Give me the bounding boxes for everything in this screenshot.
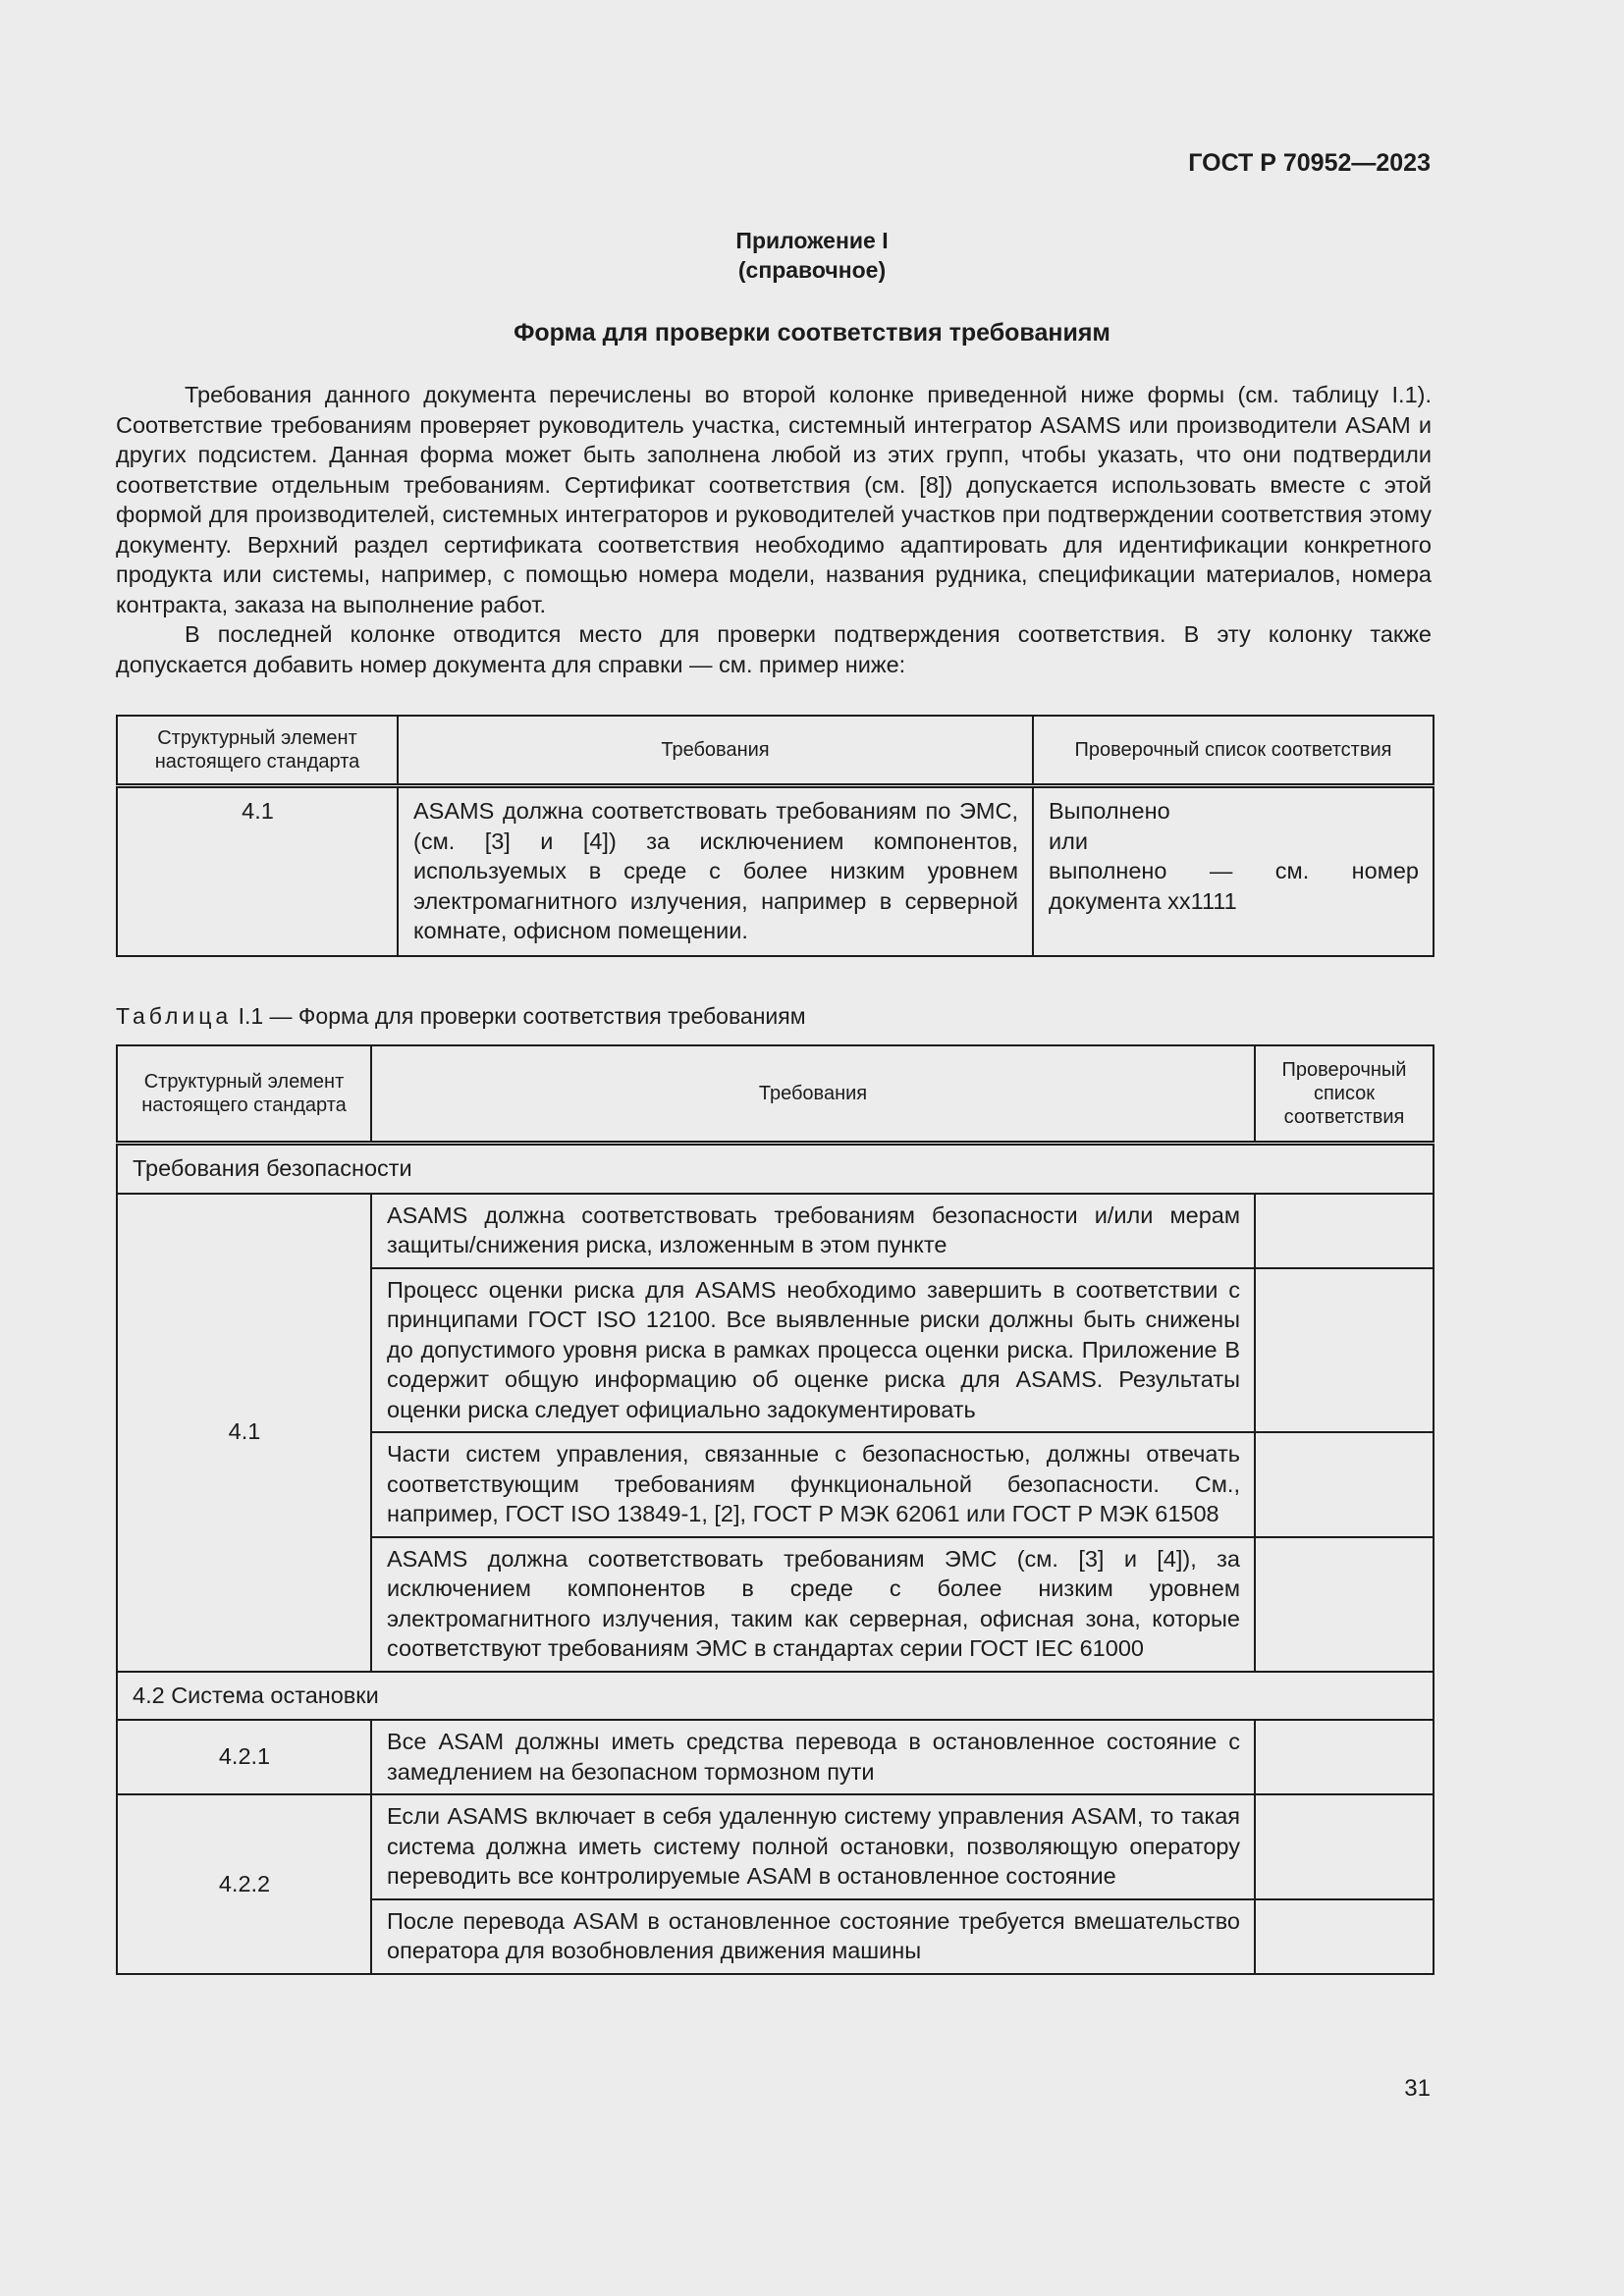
intro-paragraph-1: Требования данного документа перечислены во второй колонке приведенной ниже формы (см. таблицу I.1). Соответствие требованиям проверяет руководитель участка, системный интегратор ASAMS или производители ASAM и других подсистем. Данная форма может быть заполнена любой из этих групп, чтобы указать, что они подтвердили соответствие отдельным требованиям. Сертификат соответствия (см. [8]) допускается использовать вместе с этой формой для производителей, системных интеграторов и руководителей участков при подтверждении соответствия этому документу. Верхний раздел сертификата соответствия необходимо адаптировать для идентификации конкретного продукта или системы, например, с помощью номера модели, названия рудника, спецификации материалов, номера контракта, заказа на выполнение работ. [116, 382, 1432, 617]
header-checklist: Проверочный список соответствия [1255, 1045, 1434, 1144]
appendix-heading [0, 226, 1624, 285]
table-row [117, 786, 1434, 956]
table-caption-label: Таблица [116, 1003, 233, 1029]
table-row [117, 1194, 1434, 1268]
checklist-cell[interactable] [1255, 1268, 1434, 1433]
appendix-label: Приложение I [735, 228, 889, 253]
checklist-cell[interactable] [1255, 1794, 1434, 1899]
checklist-entry: Выполнено или выполнено — см. номер документа хх1111 [1033, 786, 1434, 956]
section-title-stop-system: 4.2 Система остановки [117, 1672, 1434, 1721]
compliance-table-header [117, 1045, 1434, 1144]
appendix-title: Форма для проверки соответствия требованиям [514, 319, 1110, 347]
checklist-cell[interactable] [1255, 1432, 1434, 1537]
requirement-text: Все ASAM должны иметь средства перевода в остановленное состояние с замедлением на безопасном тормозном пути [371, 1720, 1255, 1794]
header-structural-element: Структурный элемент настоящего стандарта [117, 1045, 371, 1144]
table-caption [116, 1003, 806, 1030]
table-row [117, 1794, 1434, 1899]
requirement-text: ASAMS должна соответствовать требованиям по ЭМС, (см. [3] и [4]) за исключением компонентов, используемых в среде с более низким уровнем электромагнитного излучения, например в серверной комнате, офисном помещении. [398, 786, 1033, 956]
section-row [117, 1672, 1434, 1721]
checklist-cell[interactable] [1255, 1720, 1434, 1794]
checklist-cell[interactable] [1255, 1194, 1434, 1268]
table-caption-text: I.1 — Форма для проверки соответствия требованиям [232, 1003, 806, 1029]
requirement-text: Части систем управления, связанные с безопасностью, должны отвечать соответствующим требованиям функциональной безопасности. См., например, ГОСТ ISO 13849-1, [2], ГОСТ Р МЭК 62061 или ГОСТ Р МЭК 61508 [371, 1432, 1255, 1537]
checklist-cell[interactable] [1255, 1537, 1434, 1672]
document-code: ГОСТ Р 70952—2023 [1188, 149, 1431, 177]
table-row [117, 1720, 1434, 1794]
requirement-text: Процесс оценки риска для ASAMS необходимо завершить в соответствии с принципами ГОСТ ISO 12100. Все выявленные риски должны быть снижены до допустимого уровня риска в рамках процесса оценки риска. Приложение B содержит общую информацию об оценке риска для ASAMS. Результаты оценки риска следует официально задокументировать [371, 1268, 1255, 1433]
requirement-text: ASAMS должна соответствовать требованиям безопасности и/или мерам защиты/снижения риска, изложенным в этом пункте [371, 1194, 1255, 1268]
section-title-safety: Требования безопасности [117, 1144, 1434, 1194]
clause-number: 4.1 [117, 786, 398, 956]
clause-number: 4.2.1 [117, 1720, 371, 1794]
page-number: 31 [1404, 2075, 1431, 2102]
requirement-text: После перевода ASAM в остановленное состояние требуется вмешательство оператора для возобновления движения машины [371, 1899, 1255, 1974]
header-requirements: Требования [398, 716, 1033, 786]
requirement-text: Если ASAMS включает в себя удаленную систему управления ASAM, то такая система должна иметь систему полной остановки, позволяющую оператору переводить все контролируемые ASAM в остановленное состояние [371, 1794, 1255, 1899]
clause-number: 4.2.2 [117, 1794, 371, 1974]
example-table [116, 715, 1435, 957]
requirement-text: ASAMS должна соответствовать требованиям ЭМС (см. [3] и [4]), за исключением компонентов в среде с более низким уровнем электромагнитного излучения, таким как серверная, офисная зона, которые соответствуют требованиям ЭМС в стандартах серии ГОСТ IEC 61000 [371, 1537, 1255, 1672]
appendix-type: (справочное) [737, 257, 887, 283]
header-checklist: Проверочный список соответствия [1033, 716, 1434, 786]
intro-text [116, 380, 1432, 679]
header-structural-element: Структурный элемент настоящего стандарта [117, 716, 398, 786]
example-table-header [117, 716, 1434, 786]
compliance-table [116, 1044, 1435, 1975]
section-row [117, 1144, 1434, 1194]
checklist-cell[interactable] [1255, 1899, 1434, 1974]
clause-number: 4.1 [117, 1194, 371, 1672]
header-requirements: Требования [371, 1045, 1255, 1144]
intro-paragraph-2: В последней колонке отводится место для проверки подтверждения соответствия. В эту колонку также допускается добавить номер документа для справки — см. пример ниже: [116, 621, 1432, 677]
